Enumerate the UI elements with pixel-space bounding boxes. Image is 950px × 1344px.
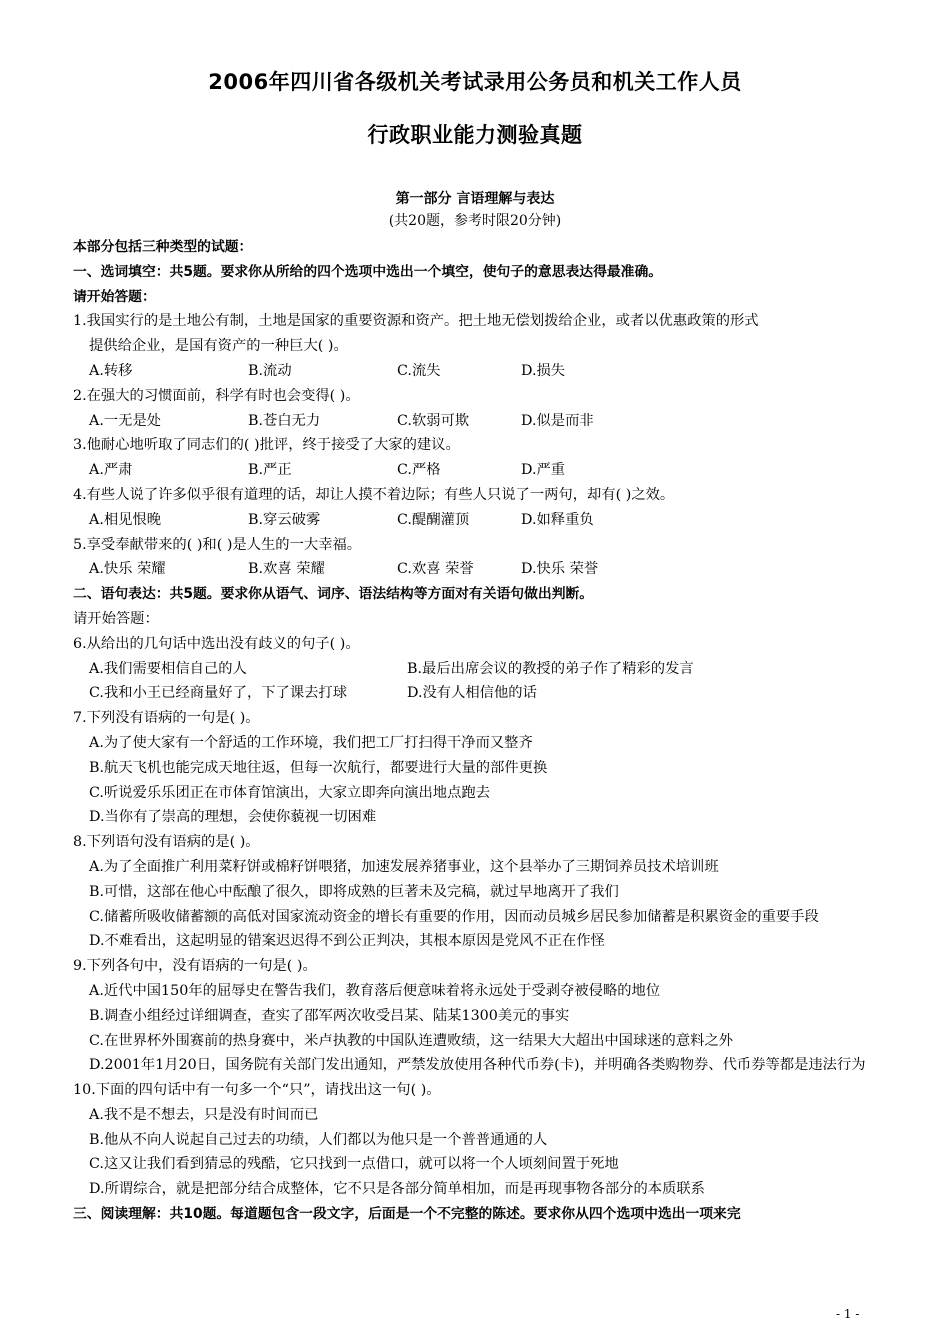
q6-option-a: A.我们需要相信自己的人	[89, 660, 247, 677]
q6-options-row1	[73, 657, 878, 682]
q2-option-d: D.似是而非	[521, 412, 594, 429]
q7-option-c: C.听说爱乐乐团正在市体育馆演出，大家立即奔向演出地点跑去	[89, 784, 490, 801]
q1-option-c: C.流失	[397, 362, 441, 379]
q6-stem: 6.从给出的几句话中选出没有歧义的句子( )。	[73, 635, 360, 652]
q8-option-d: D.不难看出，这起明显的错案迟迟得不到公正判决，其根本原因是党风不正在作怪	[89, 933, 605, 950]
q5-stem: 5.享受奉献带来的( )和( )是人生的一大幸福。	[73, 536, 362, 553]
q2-stem: 2.在强大的习惯面前，科学有时也会变得( )。	[73, 387, 360, 404]
q1-options	[73, 359, 878, 384]
section2-heading: 二、语句表达：共5题。要求你从语气、词序、语法结构等方面对有关语句做出判断。	[73, 586, 594, 603]
q3-option-d: D.严重	[521, 462, 566, 479]
q2-option-b: B.苍白无力	[248, 412, 321, 429]
q7-option-b: B.航天飞机也能完成天地往返，但每一次航行，都要进行大量的部件更换	[89, 759, 548, 776]
q3-stem: 3.他耐心地听取了同志们的( )批评，终于接受了大家的建议。	[73, 437, 460, 454]
q10-option-d: D.所谓综合，就是把部分结合成整体，它不只是各部分简单相加，而是再现事物各部分的本质联系	[89, 1181, 705, 1198]
intro-text: 本部分包括三种类型的试题：	[73, 239, 253, 255]
q2-option-c: C.软弱可欺	[397, 412, 470, 429]
q6-option-b: B.最后出席会议的教授的弟子作了精彩的发言	[407, 660, 694, 677]
q3-options	[73, 458, 878, 483]
q10-stem: 10.下面的四句话中有一句多一个“只”，请找出这一句( )。	[73, 1082, 441, 1099]
q7-option-a: A.为了使大家有一个舒适的工作环境，我们把工厂打扫得干净而又整齐	[89, 734, 533, 751]
q5-option-a: A.快乐 荣耀	[89, 561, 166, 578]
q10-option-b: B.他从不向人说起自己过去的功绩，人们都以为他只是一个普普通通的人	[89, 1131, 548, 1148]
page-number: - 1 -	[836, 1307, 860, 1321]
q3-option-c: C.严格	[397, 462, 441, 479]
part-note: (共20题，参考时限20分钟)	[388, 213, 562, 229]
document-body	[73, 235, 878, 1227]
section2-start: 请开始答题：	[73, 610, 159, 627]
q3-option-b: B.严正	[248, 462, 292, 479]
q1-stem-line2: 提供给企业，是国有资产的一种巨大( )。	[89, 338, 348, 355]
q8-option-c: C.储蓄所吸收储蓄额的高低对国家流动资金的增长有重要的作用，因而动员城乡居民参加储蓄是积累资金的重要手段	[89, 908, 819, 925]
q10-option-a: A.我不是不想去，只是没有时间而已	[89, 1106, 319, 1123]
q1-option-a: A.转移	[89, 362, 133, 379]
q2-option-a: A.一无是处	[89, 412, 162, 429]
q3-option-a: A.严肃	[89, 462, 133, 479]
q4-option-c: C.醍醐灌顶	[397, 511, 470, 528]
q4-option-b: B.穿云破雾	[248, 511, 321, 528]
q2-options	[73, 409, 878, 434]
q9-option-a: A.近代中国150年的屈辱史在警告我们，教育落后便意味着将永远处于受剥夺被侵略的地位	[89, 982, 661, 999]
q9-option-b: B.调查小组经过详细调查，查实了邵军两次收受吕某、陆某1300美元的事实	[89, 1007, 570, 1024]
q8-option-a: A.为了全面推广利用菜籽饼或棉籽饼喂猪，加速发展养猪事业，这个县举办了三期饲养员技术培训班	[89, 858, 719, 875]
document-title-line2: 行政职业能力测验真题	[367, 123, 583, 147]
section3-heading: 三、阅读理解：共10题。每道题包含一段文字，后面是一个不完整的陈述。要求你从四个选项中选出一项来完	[73, 1206, 741, 1223]
q5-option-c: C.欢喜 荣誉	[397, 561, 474, 578]
q9-option-c: C.在世界杯外围赛前的热身赛中，米卢执教的中国队连遭败绩，这一结果大大超出中国球迷的意料之外	[89, 1032, 734, 1049]
q4-option-a: A.相见恨晚	[89, 511, 162, 528]
q1-stem-line1: 1.我国实行的是土地公有制，土地是国家的重要资源和资产。把土地无偿划拨给企业，或者以优惠政策的形式	[73, 313, 759, 330]
document-title-line1: 2006年四川省各级机关考试录用公务员和机关工作人员	[208, 70, 742, 94]
q6-option-d: D.没有人相信他的话	[407, 685, 537, 702]
q6-options-row2	[73, 681, 878, 706]
q9-stem: 9.下列各句中，没有语病的一句是( )。	[73, 958, 317, 975]
q4-options	[73, 508, 878, 533]
q7-option-d: D.当你有了崇高的理想，会使你藐视一切困难	[89, 809, 377, 826]
q7-stem: 7.下列没有语病的一句是( )。	[73, 710, 260, 727]
q6-option-c: C.我和小王已经商量好了，下了课去打球	[89, 685, 348, 702]
q9-option-d: D.2001年1月20日，国务院有关部门发出通知，严禁发放使用各种代币券(卡)，并明确各类购物券、代币券等都是违法行为	[89, 1057, 866, 1074]
q8-stem: 8.下列语句没有语病的是( )。	[73, 834, 260, 851]
q5-option-d: D.快乐 荣誉	[521, 561, 599, 578]
q1-option-d: D.损失	[521, 362, 566, 379]
q1-option-b: B.流动	[248, 362, 292, 379]
q8-option-b: B.可惜，这部在他心中酝酿了很久，即将成熟的巨著未及完稿，就过早地离开了我们	[89, 883, 619, 900]
q5-options	[73, 557, 878, 582]
q4-option-d: D.如释重负	[521, 511, 594, 528]
section1-heading: 一、选词填空：共5题。要求你从所给的四个选项中选出一个填空，使句子的意思表达得最准确。	[73, 263, 663, 280]
section1-start: 请开始答题：	[73, 288, 156, 305]
q5-option-b: B.欢喜 荣耀	[248, 561, 325, 578]
q10-option-c: C.这又让我们看到猜忌的残酷，它只找到一点借口，就可以将一个人顷刻间置于死地	[89, 1156, 619, 1173]
part-heading: 第一部分 言语理解与表达	[395, 191, 555, 207]
q4-stem: 4.有些人说了许多似乎很有道理的话，却让人摸不着边际；有些人只说了一两句，却有( )之效。	[73, 486, 675, 503]
